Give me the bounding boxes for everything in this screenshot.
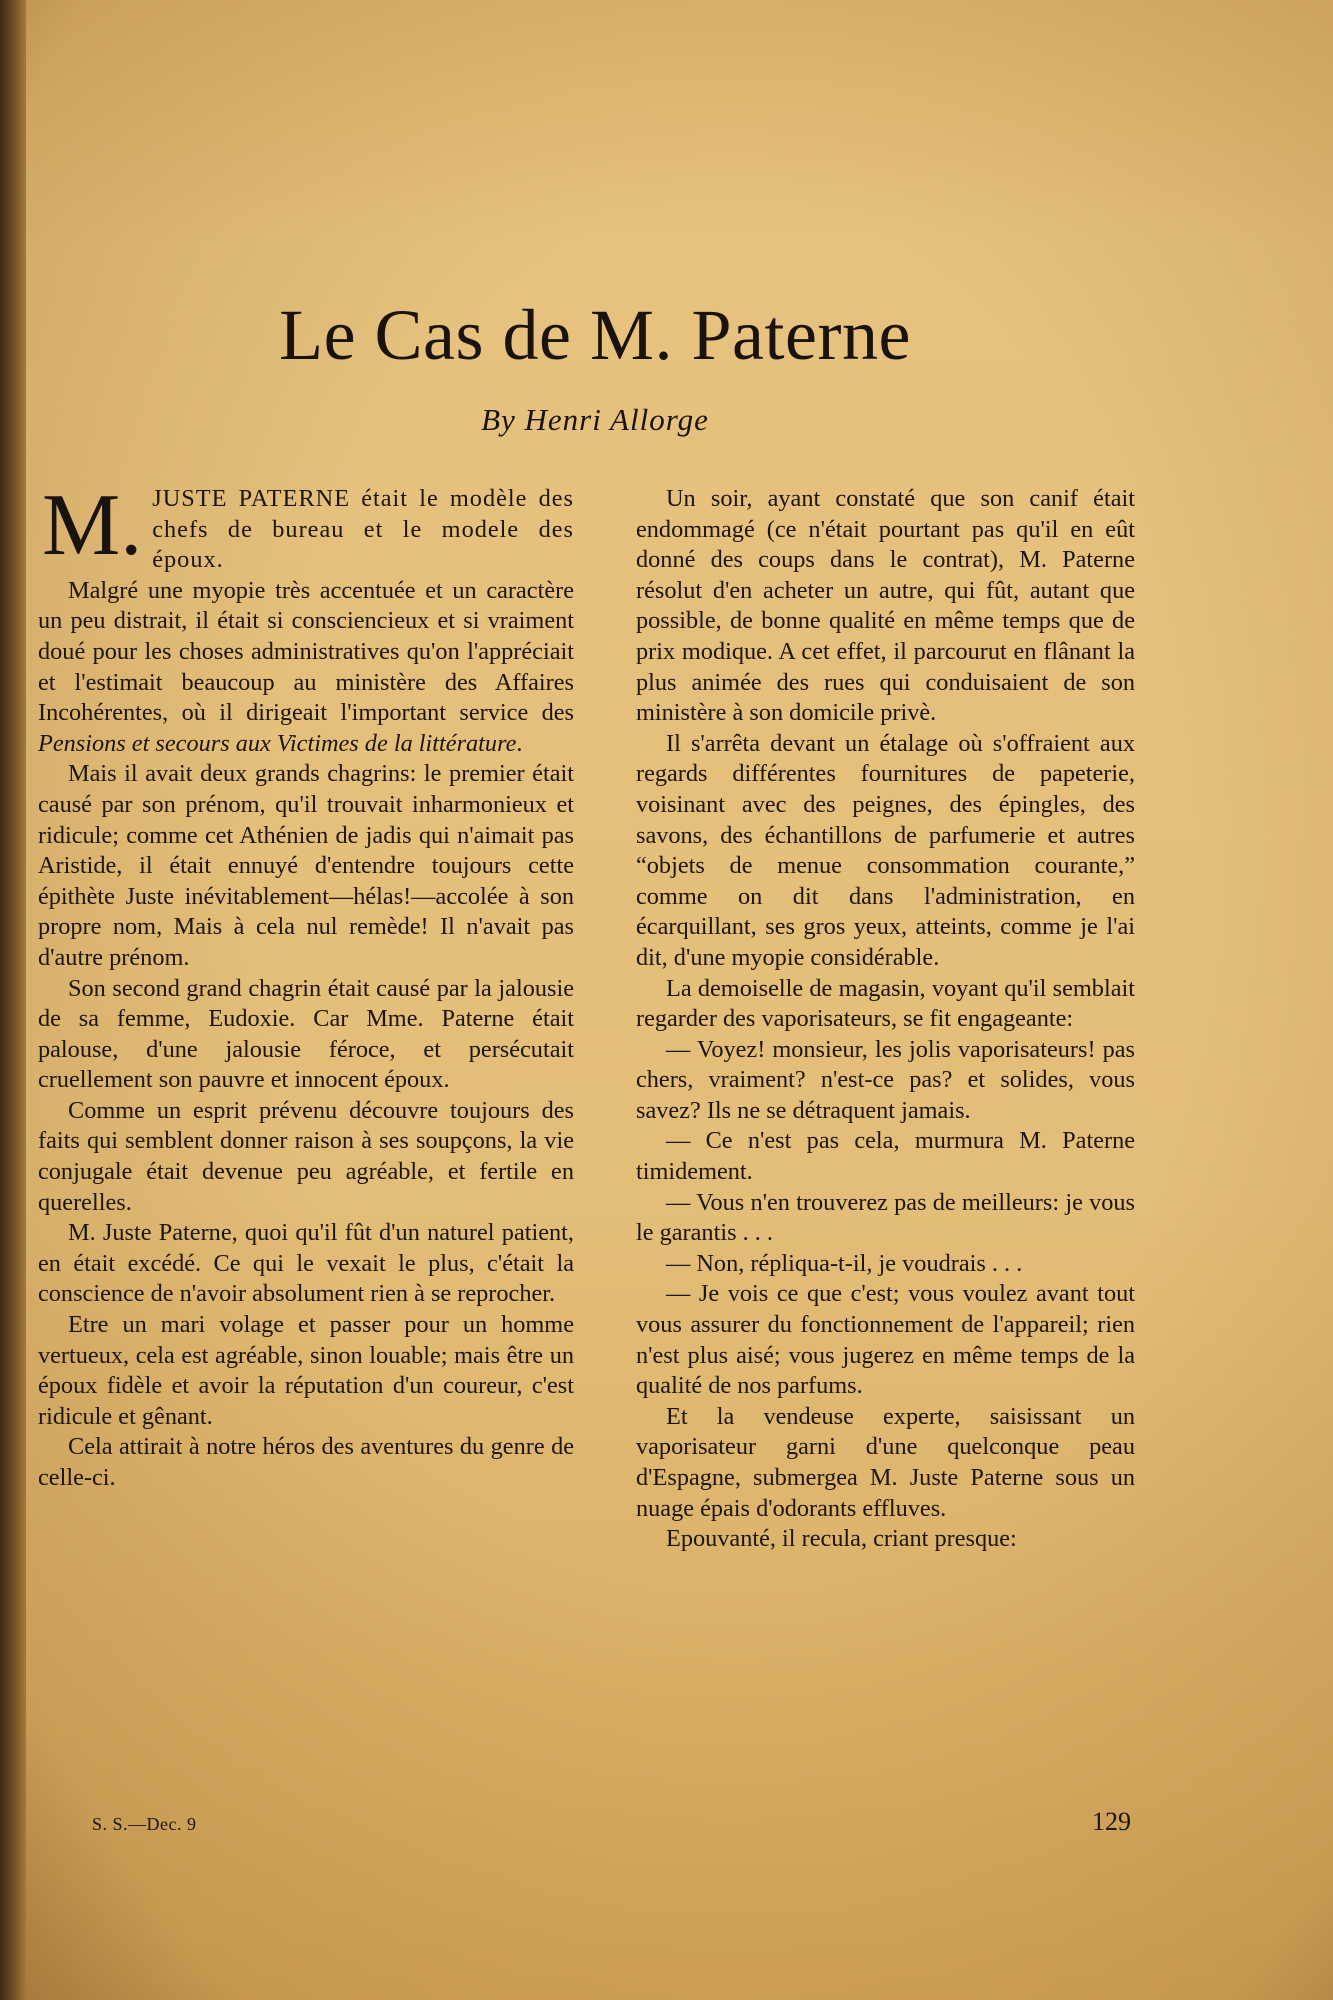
dialogue-paragraph: — Non, répliqua-t-il, je voudrais . . . bbox=[666, 1249, 1023, 1277]
paragraph: Il s'arrêta devant un étalage où s'offraient aux regards différentes fournitures de papeterie, voisinant avec des peignes, des épingles, des savons, des échantillons de parfumerie et autres “objets de menue consommation courante,” comme on dit dans l'administration, en écarquillant, ses gros yeux, atteints, comme je l'ai dit, d'une myopie considérable. bbox=[636, 729, 1135, 971]
paragraph: Malgré une myopie très accentuée et un caractère un peu distrait, il était si consciencieux et si vraiment doué pour les choses administratives qu'on l'appréciait et l'estimait beaucoup au ministère des Affaires Incohérentes, où il dirigeait l'important service des Pensions et secours aux Victimes de la littérature. bbox=[38, 576, 574, 757]
paragraph: La demoiselle de magasin, voyant qu'il semblait regarder des vaporisateurs, se fit engageante: bbox=[636, 974, 1135, 1033]
paragraph: Cela attirait à notre héros des aventures du genre de celle-ci. bbox=[38, 1433, 574, 1491]
footer-signature: S. S.—Dec. 9 bbox=[92, 1814, 197, 1834]
article-title: Le Cas de M. Paterne bbox=[279, 295, 911, 375]
page-number: 129 bbox=[1092, 1807, 1131, 1836]
dialogue-paragraph: — Je vois ce que c'est; vous voulez avant tout vous assurer du fonctionnement de l'appareil; rien n'est plus aisé; vous jugerez en même temps de la qualité de nos parfums. bbox=[636, 1280, 1135, 1400]
paragraph: Mais il avait deux grands chagrins: le premier était causé par son prénom, qu'il trouvait inharmonieux et ridicule; comme cet Athénien de jadis qui n'aimait pas Aristide, il était ennuyé d'entendre toujours cette épithète Juste inévitablement—hélas!—accolée à son propre nom, Mais à cela nul remède! Il n'avait pas d'autre prénom. bbox=[38, 760, 574, 971]
lead-paragraph bbox=[38, 477, 574, 576]
right-column bbox=[636, 484, 1135, 1555]
paragraph: Epouvanté, il recula, criant presque: bbox=[666, 1525, 1017, 1553]
lead-text: JUSTE PATERNE était le modèle des chefs de bureau et le modele des époux. bbox=[152, 485, 574, 574]
dialogue-paragraph: — Vous n'en trouverez pas de meilleurs: je vous le garantis . . . bbox=[636, 1188, 1135, 1247]
article-byline: By Henri Allorge bbox=[481, 402, 709, 437]
paragraph: Etre un mari volage et passer pour un homme vertueux, cela est agréable, sinon louable; mais être un époux fidèle et avoir la réputation d'un coureur, c'est ridicule et gênant. bbox=[38, 1311, 574, 1430]
italic-service-name: Pensions et secours aux Victimes de la littérature bbox=[38, 729, 517, 757]
paragraph: Et la vendeuse experte, saisissant un vaporisateur garni d'une quelconque peau d'Espagne, submergea M. Juste Paterne sous un nuage épais d'odorants effluves. bbox=[636, 1402, 1135, 1522]
drop-cap: M. bbox=[42, 477, 143, 574]
paragraph: Comme un esprit prévenu découvre toujours des faits qui semblent donner raison à ses soupçons, la vie conjugale était devenue peu agréable, et fertile en querelles. bbox=[38, 1096, 574, 1216]
dialogue-paragraph: — Ce n'est pas cela, murmura M. Paterne timidement. bbox=[636, 1127, 1135, 1186]
paragraph: M. Juste Paterne, quoi qu'il fût d'un naturel patient, en était excédé. Ce qui le vexait le plus, c'était la conscience de n'avoir absolument rien à se reprocher. bbox=[38, 1219, 574, 1308]
paragraph: Son second grand chagrin était causé par la jalousie de sa femme, Eudoxie. Car Mme. Paterne était palouse, d'une jalousie féroce, et persécutait cruellement son pauvre et innocent époux. bbox=[38, 974, 574, 1094]
paragraph: Un soir, ayant constaté que son canif était endommagé (ce n'était pourtant pas qu'il en eût donné des coups dans le contrat), M. Paterne résolut d'en acheter un autre, qui fût, autant que possible, de bonne qualité en même temps que de prix modique. A cet effet, il parcourut en flânant la plus animée des rues qui conduisaient de son ministère à son domicile privè. bbox=[636, 485, 1135, 727]
dialogue-paragraph: — Voyez! monsieur, les jolis vaporisateurs! pas chers, vraiment? n'est-ce pas? et solides, vous savez? Ils ne se détraquent jamais. bbox=[636, 1035, 1135, 1124]
left-column bbox=[38, 477, 574, 1494]
